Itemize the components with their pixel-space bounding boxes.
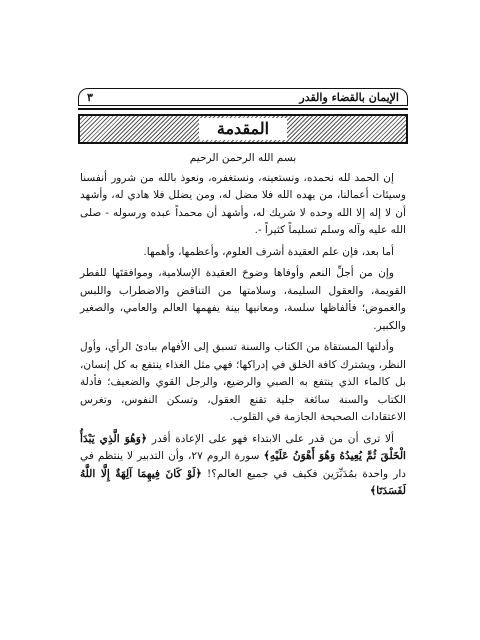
paragraph-praise: إن الحمد لله نحمده، ونستعينه، ونستغفره، ونعوذ بالله من شرور أنفسنا وسيئات أعمالنا، من يهده الله فلا مضل له، ومن يضلل فلا هادي له، وأشهد أن لا إله إلا الله وحده لا شريك له، وأشهد أن محمداً عبده ورسوله - صلى الله عليه وآله وسلم تسليماً كثيراً -.: [80, 171, 406, 236]
running-header: [78, 88, 408, 110]
running-header-title: الإيمان بالقضاء والقدر: [299, 90, 399, 104]
running-header-frame: [78, 88, 408, 106]
quran-verse-1: ﴿وَهُوَ الَّذِي يَبْدَأُ الْخَلْقَ ثُمَّ يُعِيدُهُ وَهُوَ أَهْوَنُ عَلَيْهِ﴾: [80, 432, 406, 462]
paragraph-quran-text-1: ألا ترى أن من قدر على الابتداء فهو على الإعادة أقدر: [151, 432, 394, 445]
quran-verse-2: ﴿لَوْ كَانَ فِيهِمَا آلِهَةٌ إِلَّا اللَّهُ لَفَسَدَتَا﴾: [80, 467, 406, 497]
chapter-title: المقدمة: [199, 118, 287, 140]
paragraph-evidence: وأدلتها المستقاة من الكتاب والسنة تسبق إلى الأفهام ببادئ الرأي، وأول النظر، ويشترك كافة الخلق في إدراكها؛ فهي مثل الغذاء ينتفع به كل إنسان، بل كالماء الذي ينتفع به الصبي والرضيع، والرجل القوي والضعيف؛ فأدلة الكتاب والسنة سائغة جلية تقنع العقول، وتسكن النفوس، وتغرس الاعتقادات الصحيحة الجازمة في القلوب.: [80, 341, 406, 423]
page-number: ٣: [87, 90, 93, 104]
paragraph-quran-text-2: سورة الروم ٢٧، وأن التدبير لا ينتظم في دار واحدة بمُدَبِّرَين فكيف في جميع العالم؟!: [80, 450, 406, 480]
chapter-title-box: [78, 114, 408, 144]
body-text: [80, 150, 406, 505]
basmala: بسم الله الرحمن الرحيم: [189, 152, 297, 164]
paragraph-intro: أما بعد، فإن علم العقيدة أشرف العلوم، وأعظمها، وأهمها.: [143, 245, 394, 258]
paragraph-quran-examples: [80, 431, 406, 501]
paragraph-blessings: وإن من أجلِّ النعم وأوفاها وضوحَ العقيدة الإسلامية، وموافقتَها للفطر القويمة، والعقول السليمة، وسلامتها من التناقض والاضطراب واللبس والغموض؛ فألفاظها سلسة، ومعانيها بينة يفهمها العالم والعامي، والصغير والكبير.: [80, 267, 406, 332]
